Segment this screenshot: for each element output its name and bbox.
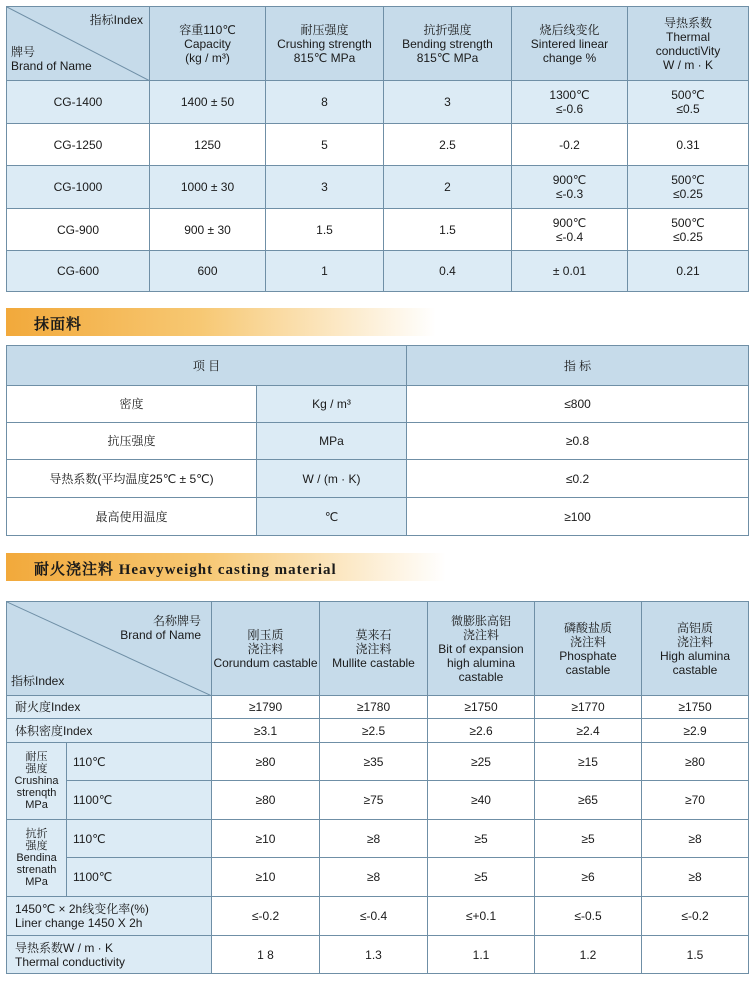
row-label: 1450℃ × 2h线变化率(%) Liner change 1450 X 2h bbox=[7, 897, 212, 936]
section-title: 抹面料 bbox=[34, 317, 83, 333]
unit-cell: W / (m · K) bbox=[257, 460, 407, 498]
table1-corner-top: 指标Index bbox=[89, 13, 143, 27]
section-banner bbox=[6, 553, 446, 581]
value-cell: ≥2.9 bbox=[642, 719, 749, 743]
table-row bbox=[7, 423, 749, 460]
value-cell: ≥80 bbox=[212, 743, 320, 781]
table3-corner-top-cn: 名称牌号 bbox=[152, 614, 201, 628]
value-cell: ≥25 bbox=[428, 743, 535, 781]
coating-material-table bbox=[6, 345, 749, 536]
table3-header-row bbox=[7, 602, 749, 696]
table-row bbox=[7, 460, 749, 498]
unit-cell: Kg / m³ bbox=[257, 386, 407, 423]
value-cell: ≥80 bbox=[642, 743, 749, 781]
table3-header-cell: 高铝质 浇注料 High alumina castable bbox=[642, 602, 749, 696]
table2-header-row bbox=[7, 346, 749, 386]
value-cell: ≥8 bbox=[320, 820, 428, 858]
temp-cell: 1100℃ bbox=[67, 858, 212, 897]
table3-corner-bottom: 指标Index bbox=[11, 674, 65, 688]
value-cell: ≥2.4 bbox=[535, 719, 642, 743]
row-label: 导热系数W / m · K Thermal conductivity bbox=[7, 936, 212, 974]
table-row bbox=[7, 251, 749, 292]
bending-label: 抗折 强度 Bendina strenath MPa bbox=[7, 820, 67, 897]
item-name: 导热系数(平均温度25℃ ± 5℃) bbox=[7, 460, 257, 498]
value-cell: ≥8 bbox=[320, 858, 428, 897]
table-row bbox=[7, 209, 749, 251]
table3-header-cell: 刚玉质 浇注料 Corundum castable bbox=[212, 602, 320, 696]
table-row bbox=[7, 858, 749, 897]
value-cell: 8 bbox=[266, 81, 384, 124]
brand-cell: CG-600 bbox=[7, 251, 150, 292]
table-row bbox=[7, 719, 749, 743]
value-cell: 0.31 bbox=[628, 124, 749, 166]
value-cell: ≥35 bbox=[320, 743, 428, 781]
value-cell: 1 bbox=[266, 251, 384, 292]
value-cell: ≥5 bbox=[428, 820, 535, 858]
table1-header-row bbox=[7, 7, 749, 81]
value-cell: ≤-0.2 bbox=[212, 897, 320, 936]
table-row bbox=[7, 166, 749, 209]
value-cell: ≥5 bbox=[535, 820, 642, 858]
value-cell: 1000 ± 30 bbox=[150, 166, 266, 209]
crushing-label: 耐压 强度 Crushina strenqth MPa bbox=[7, 743, 67, 820]
value-cell: 3 bbox=[266, 166, 384, 209]
item-name: 最高使用温度 bbox=[7, 498, 257, 536]
value-cell: ≥40 bbox=[428, 781, 535, 820]
value-cell: ≥100 bbox=[407, 498, 749, 536]
table-row bbox=[7, 936, 749, 974]
table1-corner-bottom-en: Brand of Name bbox=[11, 59, 92, 73]
value-cell: ≤+0.1 bbox=[428, 897, 535, 936]
table3-header-cell: 磷酸盐质 浇注料 Phosphate castable bbox=[535, 602, 642, 696]
value-cell: ≥65 bbox=[535, 781, 642, 820]
brand-cell: CG-1000 bbox=[7, 166, 150, 209]
table3-header-cell: 莫来石 浇注料 Mullite castable bbox=[320, 602, 428, 696]
brand-property-table bbox=[6, 6, 749, 292]
value-cell: 1300℃ ≤-0.6 bbox=[512, 81, 628, 124]
value-cell: -0.2 bbox=[512, 124, 628, 166]
value-cell: 500℃ ≤0.5 bbox=[628, 81, 749, 124]
section-title: 耐火浇注料 Heavyweight casting material bbox=[34, 562, 337, 578]
table1-corner-cell bbox=[7, 7, 150, 81]
value-cell: 1.5 bbox=[266, 209, 384, 251]
value-cell: ≥6 bbox=[535, 858, 642, 897]
value-cell: 2 bbox=[384, 166, 512, 209]
value-cell: ≥1750 bbox=[642, 696, 749, 719]
table-row bbox=[7, 81, 749, 124]
value-cell: ≥3.1 bbox=[212, 719, 320, 743]
table-row bbox=[7, 820, 749, 858]
value-cell: ≥1780 bbox=[320, 696, 428, 719]
value-cell: ± 0.01 bbox=[512, 251, 628, 292]
value-cell: ≥2.5 bbox=[320, 719, 428, 743]
value-cell: 900℃ ≤-0.3 bbox=[512, 166, 628, 209]
value-cell: ≥1770 bbox=[535, 696, 642, 719]
value-cell: ≥1750 bbox=[428, 696, 535, 719]
table3-header-cell: 微膨胀高铝 浇注料 Bit of expansion high alumina castable bbox=[428, 602, 535, 696]
table1-header-cell: 烧后线变化 Sintered linear change % bbox=[512, 7, 628, 81]
value-cell: ≥15 bbox=[535, 743, 642, 781]
brand-cell: CG-1400 bbox=[7, 81, 150, 124]
table1-header-cell: 耐压强度 Crushing strength 815℃ MPa bbox=[266, 7, 384, 81]
table1-corner-bottom-cn: 牌号 bbox=[11, 45, 36, 59]
table-row bbox=[7, 696, 749, 719]
value-cell: 1.3 bbox=[320, 936, 428, 974]
value-cell: 500℃ ≤0.25 bbox=[628, 209, 749, 251]
temp-cell: 110℃ bbox=[67, 820, 212, 858]
item-name: 抗压强度 bbox=[7, 423, 257, 460]
value-cell: 1.1 bbox=[428, 936, 535, 974]
value-cell: ≤-0.4 bbox=[320, 897, 428, 936]
value-cell: ≥2.6 bbox=[428, 719, 535, 743]
value-cell: 1.5 bbox=[642, 936, 749, 974]
row-label: 体积密度Index bbox=[7, 719, 212, 743]
value-cell: ≥1790 bbox=[212, 696, 320, 719]
value-cell: ≥80 bbox=[212, 781, 320, 820]
value-cell: 0.21 bbox=[628, 251, 749, 292]
temp-cell: 1100℃ bbox=[67, 781, 212, 820]
table2-head-index: 指 标 bbox=[407, 346, 749, 386]
table-row bbox=[7, 386, 749, 423]
unit-cell: MPa bbox=[257, 423, 407, 460]
value-cell: 900 ± 30 bbox=[150, 209, 266, 251]
table1-header-cell: 容重110℃ Capacity (kg / m³) bbox=[150, 7, 266, 81]
value-cell: 3 bbox=[384, 81, 512, 124]
table-row bbox=[7, 124, 749, 166]
value-cell: ≥75 bbox=[320, 781, 428, 820]
value-cell: 5 bbox=[266, 124, 384, 166]
value-cell: 1.2 bbox=[535, 936, 642, 974]
brand-cell: CG-1250 bbox=[7, 124, 150, 166]
value-cell: 0.4 bbox=[384, 251, 512, 292]
table-row bbox=[7, 897, 749, 936]
value-cell: 600 bbox=[150, 251, 266, 292]
value-cell: ≥8 bbox=[642, 858, 749, 897]
value-cell: ≥0.8 bbox=[407, 423, 749, 460]
section-banner bbox=[6, 308, 436, 336]
table1-header-cell: 导热系数 Thermal conductiVity W / m · K bbox=[628, 7, 749, 81]
value-cell: 1250 bbox=[150, 124, 266, 166]
value-cell: 900℃ ≤-0.4 bbox=[512, 209, 628, 251]
table-row bbox=[7, 743, 749, 781]
value-cell: 500℃ ≤0.25 bbox=[628, 166, 749, 209]
temp-cell: 110℃ bbox=[67, 743, 212, 781]
value-cell: 1.5 bbox=[384, 209, 512, 251]
table-row bbox=[7, 781, 749, 820]
value-cell: ≤0.2 bbox=[407, 460, 749, 498]
value-cell: ≤800 bbox=[407, 386, 749, 423]
table3-corner-cell bbox=[7, 602, 212, 696]
table3-corner-top-en: Brand of Name bbox=[120, 628, 201, 642]
value-cell: ≥10 bbox=[212, 858, 320, 897]
item-name: 密度 bbox=[7, 386, 257, 423]
value-cell: ≤-0.5 bbox=[535, 897, 642, 936]
castable-table bbox=[6, 601, 749, 974]
value-cell: ≥70 bbox=[642, 781, 749, 820]
table1-header-cell: 抗折强度 Bending strength 815℃ MPa bbox=[384, 7, 512, 81]
value-cell: ≤-0.2 bbox=[642, 897, 749, 936]
value-cell: 1 8 bbox=[212, 936, 320, 974]
value-cell: ≥5 bbox=[428, 858, 535, 897]
table2-head-item: 项 目 bbox=[7, 346, 407, 386]
unit-cell: ℃ bbox=[257, 498, 407, 536]
brand-cell: CG-900 bbox=[7, 209, 150, 251]
value-cell: ≥10 bbox=[212, 820, 320, 858]
row-label: 耐火度Index bbox=[7, 696, 212, 719]
value-cell: 1400 ± 50 bbox=[150, 81, 266, 124]
value-cell: 2.5 bbox=[384, 124, 512, 166]
value-cell: ≥8 bbox=[642, 820, 749, 858]
table-row bbox=[7, 498, 749, 536]
